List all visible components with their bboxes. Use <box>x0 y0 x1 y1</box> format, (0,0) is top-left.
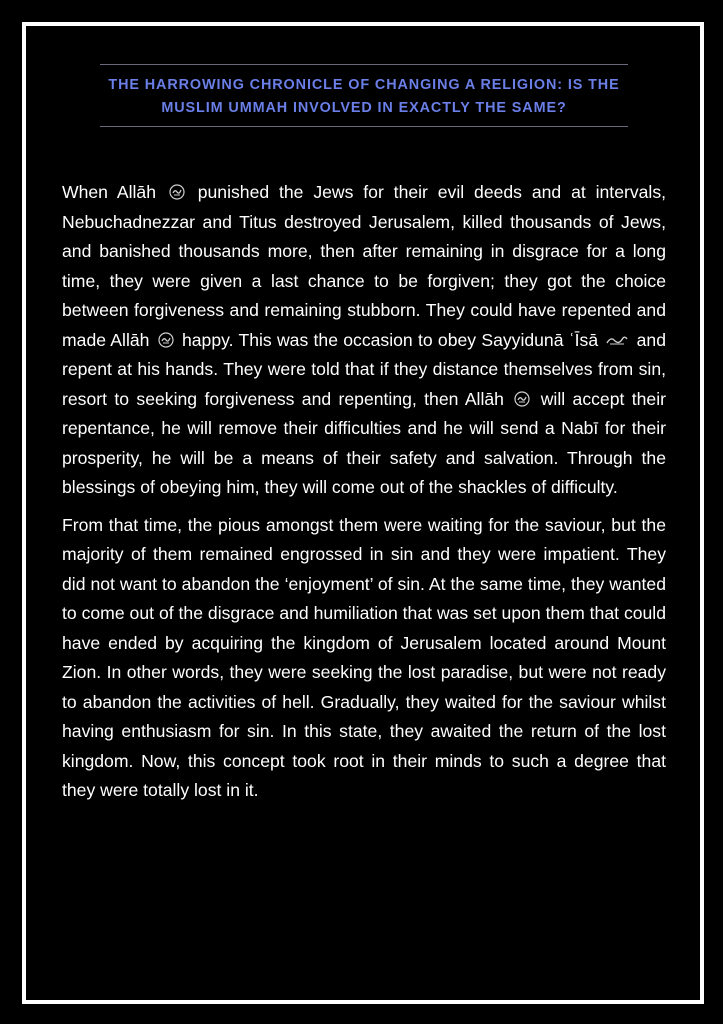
paragraph-1-segment-5: will accept their repentance, he will remove their difficulties and he will send a Nabī for their prosperity, he will be a means of their safety and salvation. Through the blessings of obeying him, they will come out of the shackles of difficulty. <box>62 388 666 497</box>
allah-honorific-icon <box>158 332 174 348</box>
paragraph-1-segment-4: and repent at his hands. They were told that if they distance themselves from sin, resort to seeking forgiveness and repenting, then Allāh <box>62 329 667 409</box>
alayhis-salam-icon <box>606 334 628 346</box>
paragraph-1 <box>62 178 666 503</box>
paragraph-1-segment-3: happy. This was the occasion to obey Sayyidunā ʿĪsā <box>176 329 604 350</box>
page-frame <box>22 22 704 1004</box>
article-body <box>62 178 666 814</box>
paragraph-1-segment-1: When Allāh <box>62 182 166 202</box>
page-title: THE HARROWING CHRONICLE OF CHANGING A RELIGION: IS THE MUSLIM UMMAH INVOLVED IN EXACTLY THE SAME? <box>108 77 620 116</box>
paragraph-2: From that time, the pious amongst them were waiting for the saviour, but the majority of them remained engrossed in sin and they were impatient. They did not want to abandon the ‘enjoyment’ of sin. At the same time, they wanted to come out of the disgrace and humiliation that was set upon them that could have ended by acquiring the kingdom of Jerusalem located around Mount Zion. In other words, they were seeking the lost paradise, but were not ready to abandon the activities of hell. Gradually, they waited for the saviour whilst having enthusiasm for sin. In this state, they awaited the return of the lost kingdom. Now, this concept took root in their minds to such a degree that they were totally lost in it. <box>62 514 666 800</box>
paragraph-1-segment-2: punished the Jews for their evil deeds and at intervals, Nebuchadnezzar and Titus destroyed Jerusalem, killed thousands of Jews, and banished thousands more, then after remaining in disgrace for a long time, they were given a last chance to be forgiven; they got the choice between forgiveness and remaining stubborn. They could have repented and made Allāh <box>62 182 667 350</box>
title-block <box>100 64 628 127</box>
allah-honorific-icon <box>514 391 530 407</box>
allah-honorific-icon <box>169 184 185 200</box>
